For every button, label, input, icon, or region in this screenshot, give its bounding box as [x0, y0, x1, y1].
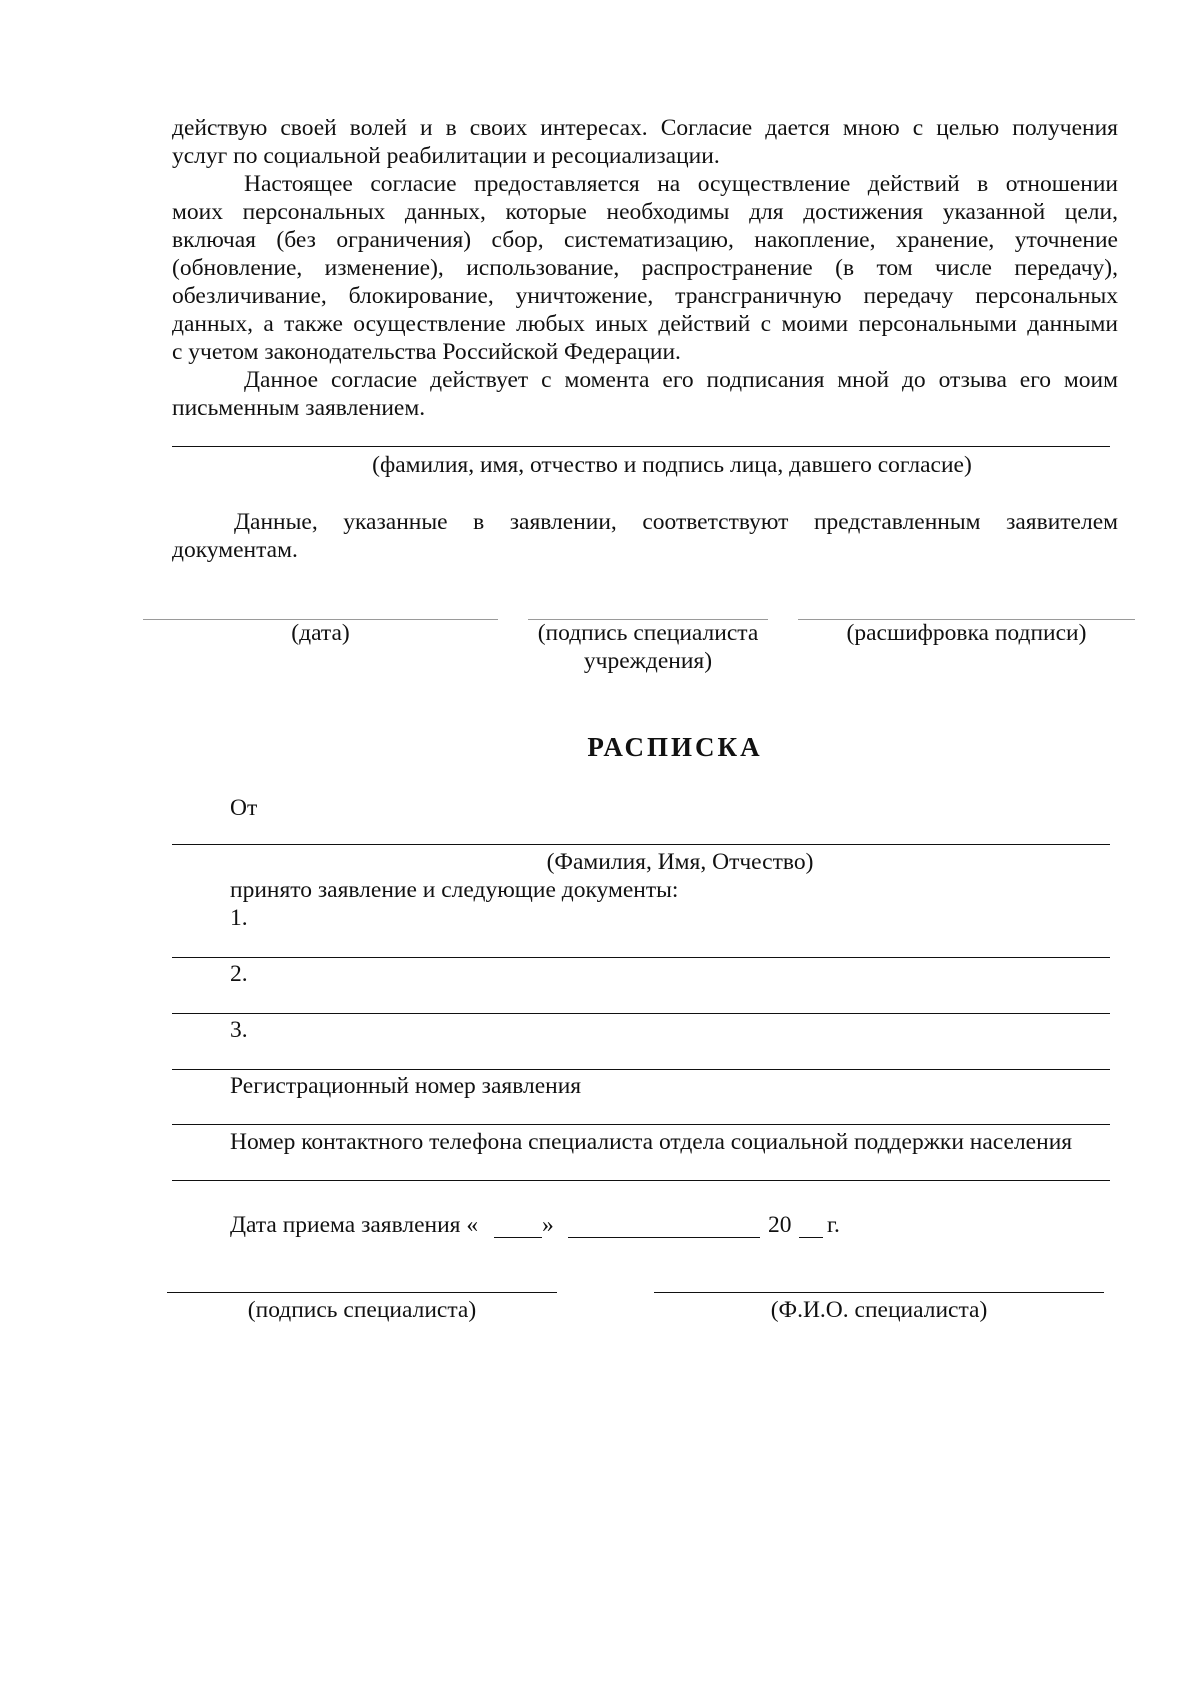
specialist-signature-caption-1: (подпись специалиста [537, 620, 759, 646]
document-item-3: 3. [230, 1017, 248, 1043]
accepted-text: принято заявление и следующие документы: [230, 877, 679, 903]
year-prefix: 20 [768, 1212, 792, 1238]
document-item-2: 2. [230, 961, 248, 987]
from-label: От [230, 795, 258, 821]
receipt-title: РАСПИСКА [587, 732, 763, 762]
consent-line-9: с учетом законодательства Российской Федерации. [172, 339, 681, 365]
consent-line-8: данных, а также осуществление любых иных действий с моими персональными данными [172, 311, 1118, 337]
consent-line-11: письменным заявлением. [172, 395, 426, 421]
date-close-quote: » [542, 1212, 554, 1238]
year-suffix: г. [827, 1212, 840, 1238]
consent-line-3: Настоящее согласие предоставляется на осуществление действий в отношении [244, 171, 1118, 197]
document-line-1 [172, 957, 1110, 958]
date-caption: (дата) [291, 620, 350, 646]
day-blank-line [494, 1237, 542, 1238]
consent-line-10: Данное согласие действует с момента его подписания мной до отзыва его моим [244, 367, 1118, 393]
consent-signature-caption: (фамилия, имя, отчество и подпись лица, давшего согласие) [372, 452, 972, 478]
from-line [172, 844, 1110, 845]
verification-line-1: Данные, указанные в заявлении, соответствуют представленным заявителем [234, 509, 1118, 535]
document-line-2 [172, 1013, 1110, 1014]
consent-line-7: обезличивание, блокирование, уничтожение, трансграничную передачу персональных [172, 283, 1118, 309]
month-blank-line [568, 1237, 760, 1238]
document-line-3 [172, 1069, 1110, 1070]
final-fio-line [654, 1292, 1104, 1293]
final-signature-line [167, 1292, 557, 1293]
consent-line-1: действую своей волей и в своих интересах. Согласие дается мною с целью получения [172, 115, 1118, 141]
final-fio-caption: (Ф.И.О. специалиста) [770, 1297, 988, 1323]
consent-signature-line [172, 446, 1110, 447]
consent-line-2: услуг по социальной реабилитации и ресоциализации. [172, 143, 720, 169]
verification-line-2: документам. [172, 537, 298, 563]
date-label: Дата приема заявления « [230, 1212, 479, 1238]
document-item-1: 1. [230, 905, 248, 931]
year-blank-line [799, 1237, 823, 1238]
consent-line-6: (обновление, изменение), использование, распространение (в том числе передачу), [172, 255, 1118, 281]
final-signature-caption: (подпись специалиста) [247, 1297, 477, 1323]
signature-decode-caption: (расшифровка подписи) [846, 620, 1087, 646]
reg-number-label: Регистрационный номер заявления [230, 1073, 582, 1099]
phone-label: Номер контактного телефона специалиста отдела социальной поддержки населения [230, 1129, 1073, 1155]
phone-line [172, 1180, 1110, 1181]
consent-line-5: включая (без ограничения) сбор, систематизацию, накопление, хранение, уточнение [172, 227, 1118, 253]
specialist-signature-caption-2: учреждения) [583, 648, 713, 674]
fio-caption: (Фамилия, Имя, Отчество) [546, 849, 814, 875]
consent-line-4: моих персональных данных, которые необходимы для достижения указанной цели, [172, 199, 1118, 225]
reg-number-line [172, 1124, 1110, 1125]
